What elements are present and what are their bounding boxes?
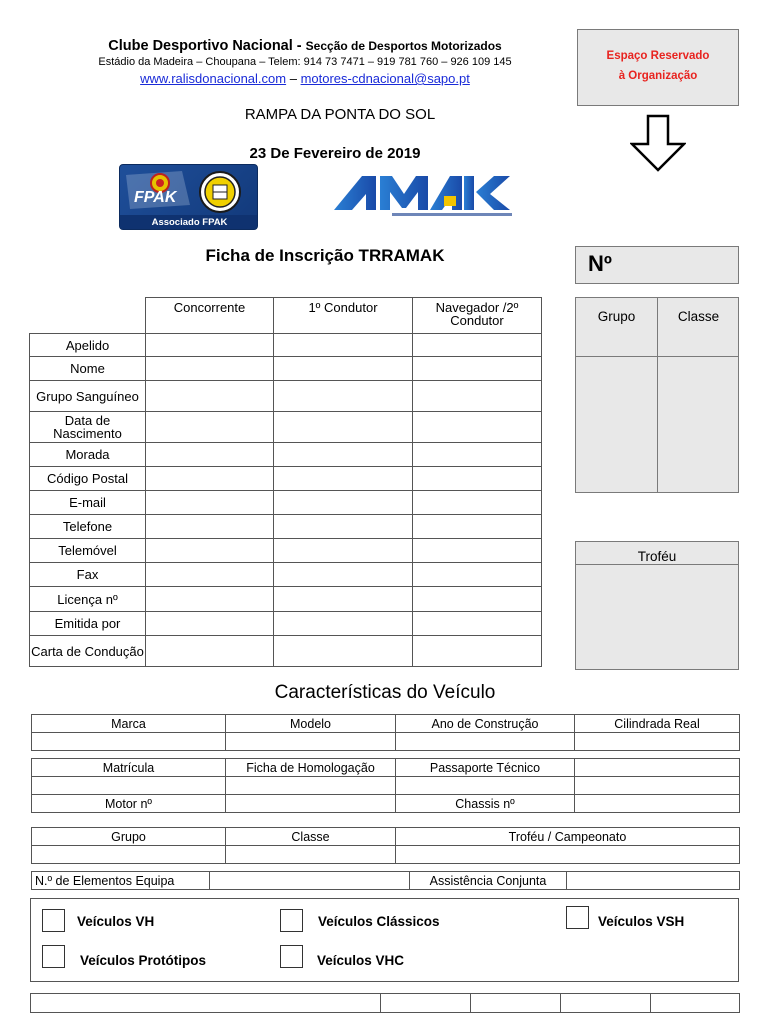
trofeu-divider	[576, 564, 738, 565]
grupo-sanguineo-navegador-field[interactable]	[413, 381, 542, 412]
veh-grupo-label: Grupo	[32, 828, 226, 846]
motor-field[interactable]	[226, 795, 396, 813]
checkbox-vsh-label: Veículos VSH	[598, 914, 685, 929]
passaporte-field-extra[interactable]	[396, 777, 575, 795]
fpak-text: FPAK	[134, 189, 177, 206]
matricula-field[interactable]	[32, 777, 226, 795]
email-navegador-field[interactable]	[413, 491, 542, 515]
chassis-field[interactable]	[575, 795, 740, 813]
amak-logo	[332, 170, 514, 220]
passaporte-tecnico-label: Passaporte Técnico	[396, 759, 575, 777]
trofeu-box	[575, 541, 739, 670]
licenca-condutor-field[interactable]	[274, 587, 413, 612]
fax-condutor-field[interactable]	[274, 563, 413, 587]
vehicle-section-title: Características do Veículo	[274, 682, 496, 703]
grupo-sanguineo-condutor-field[interactable]	[274, 381, 413, 412]
club-address: Estádio da Madeira – Choupana – Telem: 914 73 7471 – 919 781 760 – 926 109 145	[98, 56, 512, 68]
passaporte-field-extra-2[interactable]	[575, 777, 740, 795]
row-label-telemovel: Telemóvel	[30, 539, 146, 563]
email-condutor-field[interactable]	[274, 491, 413, 515]
assistencia-conjunta-field[interactable]	[567, 872, 740, 890]
data-nascimento-navegador-field[interactable]	[413, 412, 542, 443]
vehicle-category-box	[30, 898, 739, 982]
checkbox-vhc-label: Veículos VHC	[317, 953, 405, 968]
row-label-nome: Nome	[30, 357, 146, 381]
codigo-postal-condutor-field[interactable]	[274, 467, 413, 491]
veh-classe-field[interactable]	[226, 846, 396, 864]
modelo-field[interactable]	[226, 733, 396, 751]
col-header-navegador: Navegador /2º Condutor	[413, 298, 542, 334]
cilindrada-label: Cilindrada Real	[575, 715, 740, 733]
codigo-postal-concorrente-field[interactable]	[146, 467, 274, 491]
grupo-sanguineo-concorrente-field[interactable]	[146, 381, 274, 412]
row-label-morada: Morada	[30, 443, 146, 467]
veh-classe-label: Classe	[226, 828, 396, 846]
carta-conducao-condutor-field[interactable]	[274, 636, 413, 667]
contact-separator: –	[286, 71, 301, 86]
checkbox-vh[interactable]	[42, 909, 65, 932]
row-label-licenca: Licença nº	[30, 587, 146, 612]
checkbox-vhc[interactable]	[280, 945, 303, 968]
row-label-apelido: Apelido	[30, 334, 146, 357]
carta-conducao-navegador-field[interactable]	[413, 636, 542, 667]
apelido-navegador-field[interactable]	[413, 334, 542, 357]
registration-number-box[interactable]	[575, 246, 739, 284]
vehicle-table-group	[31, 827, 740, 864]
row-label-emitida-por: Emitida por	[30, 612, 146, 636]
telemovel-condutor-field[interactable]	[274, 539, 413, 563]
club-title	[30, 38, 580, 54]
row-label-email: E-mail	[30, 491, 146, 515]
corner-cell	[30, 298, 146, 334]
club-contacts	[30, 71, 580, 86]
emitida-por-navegador-field[interactable]	[413, 612, 542, 636]
gc-divider-horizontal	[576, 356, 738, 357]
licenca-navegador-field[interactable]	[413, 587, 542, 612]
trofeu-label: Troféu	[637, 549, 677, 564]
elementos-equipa-label: N.º de Elementos Equipa	[32, 872, 210, 890]
assistencia-conjunta-label: Assistência Conjunta	[410, 872, 567, 890]
website-link[interactable]: www.ralisdonacional.com	[140, 71, 287, 86]
telemovel-concorrente-field[interactable]	[146, 539, 274, 563]
classe-label: Classe	[677, 309, 720, 324]
telefone-concorrente-field[interactable]	[146, 515, 274, 539]
data-nascimento-concorrente-field[interactable]	[146, 412, 274, 443]
morada-navegador-field[interactable]	[413, 443, 542, 467]
checkbox-vh-label: Veículos VH	[77, 914, 155, 929]
trofeu-campeonato-label: Troféu / Campeonato	[396, 828, 740, 846]
bottom-cell-2[interactable]	[381, 994, 471, 1013]
morada-concorrente-field[interactable]	[146, 443, 274, 467]
codigo-postal-navegador-field[interactable]	[413, 467, 542, 491]
row-label-fax: Fax	[30, 563, 146, 587]
col-header-condutor: 1º Condutor	[274, 298, 413, 334]
reserved-line2: à Organização	[618, 70, 698, 82]
form-title: Ficha de Inscrição TRRAMAK	[205, 246, 445, 265]
ano-construcao-label: Ano de Construção	[396, 715, 575, 733]
grupo-label: Grupo	[597, 309, 636, 324]
cilindrada-field[interactable]	[575, 733, 740, 751]
club-name: Clube Desportivo Nacional -	[108, 38, 306, 54]
checkbox-prototipos-label: Veículos Protótipos	[80, 953, 207, 968]
row-label-grupo-sanguineo: Grupo Sanguíneo	[30, 381, 146, 412]
row-label-codigo-postal: Código Postal	[30, 467, 146, 491]
telefone-navegador-field[interactable]	[413, 515, 542, 539]
vehicle-table-brand	[31, 714, 740, 751]
telefone-condutor-field[interactable]	[274, 515, 413, 539]
morada-condutor-field[interactable]	[274, 443, 413, 467]
marca-label: Marca	[32, 715, 226, 733]
matricula-label: Matrícula	[32, 759, 226, 777]
apelido-condutor-field[interactable]	[274, 334, 413, 357]
fpak-logo	[119, 164, 258, 230]
apelido-concorrente-field[interactable]	[146, 334, 274, 357]
emitida-por-condutor-field[interactable]	[274, 612, 413, 636]
email-concorrente-field[interactable]	[146, 491, 274, 515]
fpak-caption: Associado FPAK	[151, 217, 228, 228]
event-date: 23 De Fevereiro de 2019	[249, 145, 421, 162]
bottom-table	[30, 993, 740, 1013]
fax-navegador-field[interactable]	[413, 563, 542, 587]
checkbox-vsh[interactable]	[566, 906, 589, 929]
bottom-cell-4[interactable]	[561, 994, 651, 1013]
checkbox-prototipos[interactable]	[42, 945, 65, 968]
veh-grupo-field[interactable]	[32, 846, 226, 864]
bottom-cell-5[interactable]	[651, 994, 740, 1013]
ano-construcao-field[interactable]	[396, 733, 575, 751]
telemovel-navegador-field[interactable]	[413, 539, 542, 563]
bottom-cell-1[interactable]	[31, 994, 381, 1013]
nome-navegador-field[interactable]	[413, 357, 542, 381]
trofeu-campeonato-field[interactable]	[396, 846, 740, 864]
reserved-organization-box	[577, 29, 739, 106]
chassis-label: Chassis nº	[396, 795, 575, 813]
nome-concorrente-field[interactable]	[146, 357, 274, 381]
emitida-por-concorrente-field[interactable]	[146, 612, 274, 636]
club-section: Secção de Desportos Motorizados	[305, 39, 502, 53]
vehicle-table-registration	[31, 758, 740, 813]
elementos-equipa-field[interactable]	[210, 872, 410, 890]
checkbox-classicos-label: Veículos Clássicos	[318, 914, 440, 929]
bottom-cell-3[interactable]	[471, 994, 561, 1013]
reserved-line1: Espaço Reservado	[606, 50, 710, 62]
nome-condutor-field[interactable]	[274, 357, 413, 381]
row-label-telefone: Telefone	[30, 515, 146, 539]
amak-emblem-icon	[332, 170, 514, 220]
number-label: Nº	[588, 251, 612, 276]
col-header-concorrente: Concorrente	[146, 298, 274, 334]
licenca-concorrente-field[interactable]	[146, 587, 274, 612]
marca-field[interactable]	[32, 733, 226, 751]
row-label-data-nascimento: Data de Nascimento	[30, 412, 146, 443]
grupo-classe-box	[575, 297, 739, 493]
email-link[interactable]: motores-cdnacional@sapo.pt	[300, 71, 470, 86]
ficha-homologacao-field[interactable]	[226, 777, 396, 795]
vehicle-table-team	[31, 871, 740, 890]
event-name: RAMPA DA PONTA DO SOL	[244, 106, 436, 123]
row-label-carta-conducao: Carta de Condução	[30, 636, 146, 667]
checkbox-classicos[interactable]	[280, 909, 303, 932]
motor-label: Motor nº	[32, 795, 226, 813]
data-nascimento-condutor-field[interactable]	[274, 412, 413, 443]
passaporte-tecnico-field[interactable]	[575, 759, 740, 777]
carta-conducao-concorrente-field[interactable]	[146, 636, 274, 667]
ficha-homologacao-label: Ficha de Homologação	[226, 759, 396, 777]
gc-divider-vertical	[657, 298, 658, 492]
participants-table	[29, 297, 542, 667]
modelo-label: Modelo	[226, 715, 396, 733]
fax-concorrente-field[interactable]	[146, 563, 274, 587]
